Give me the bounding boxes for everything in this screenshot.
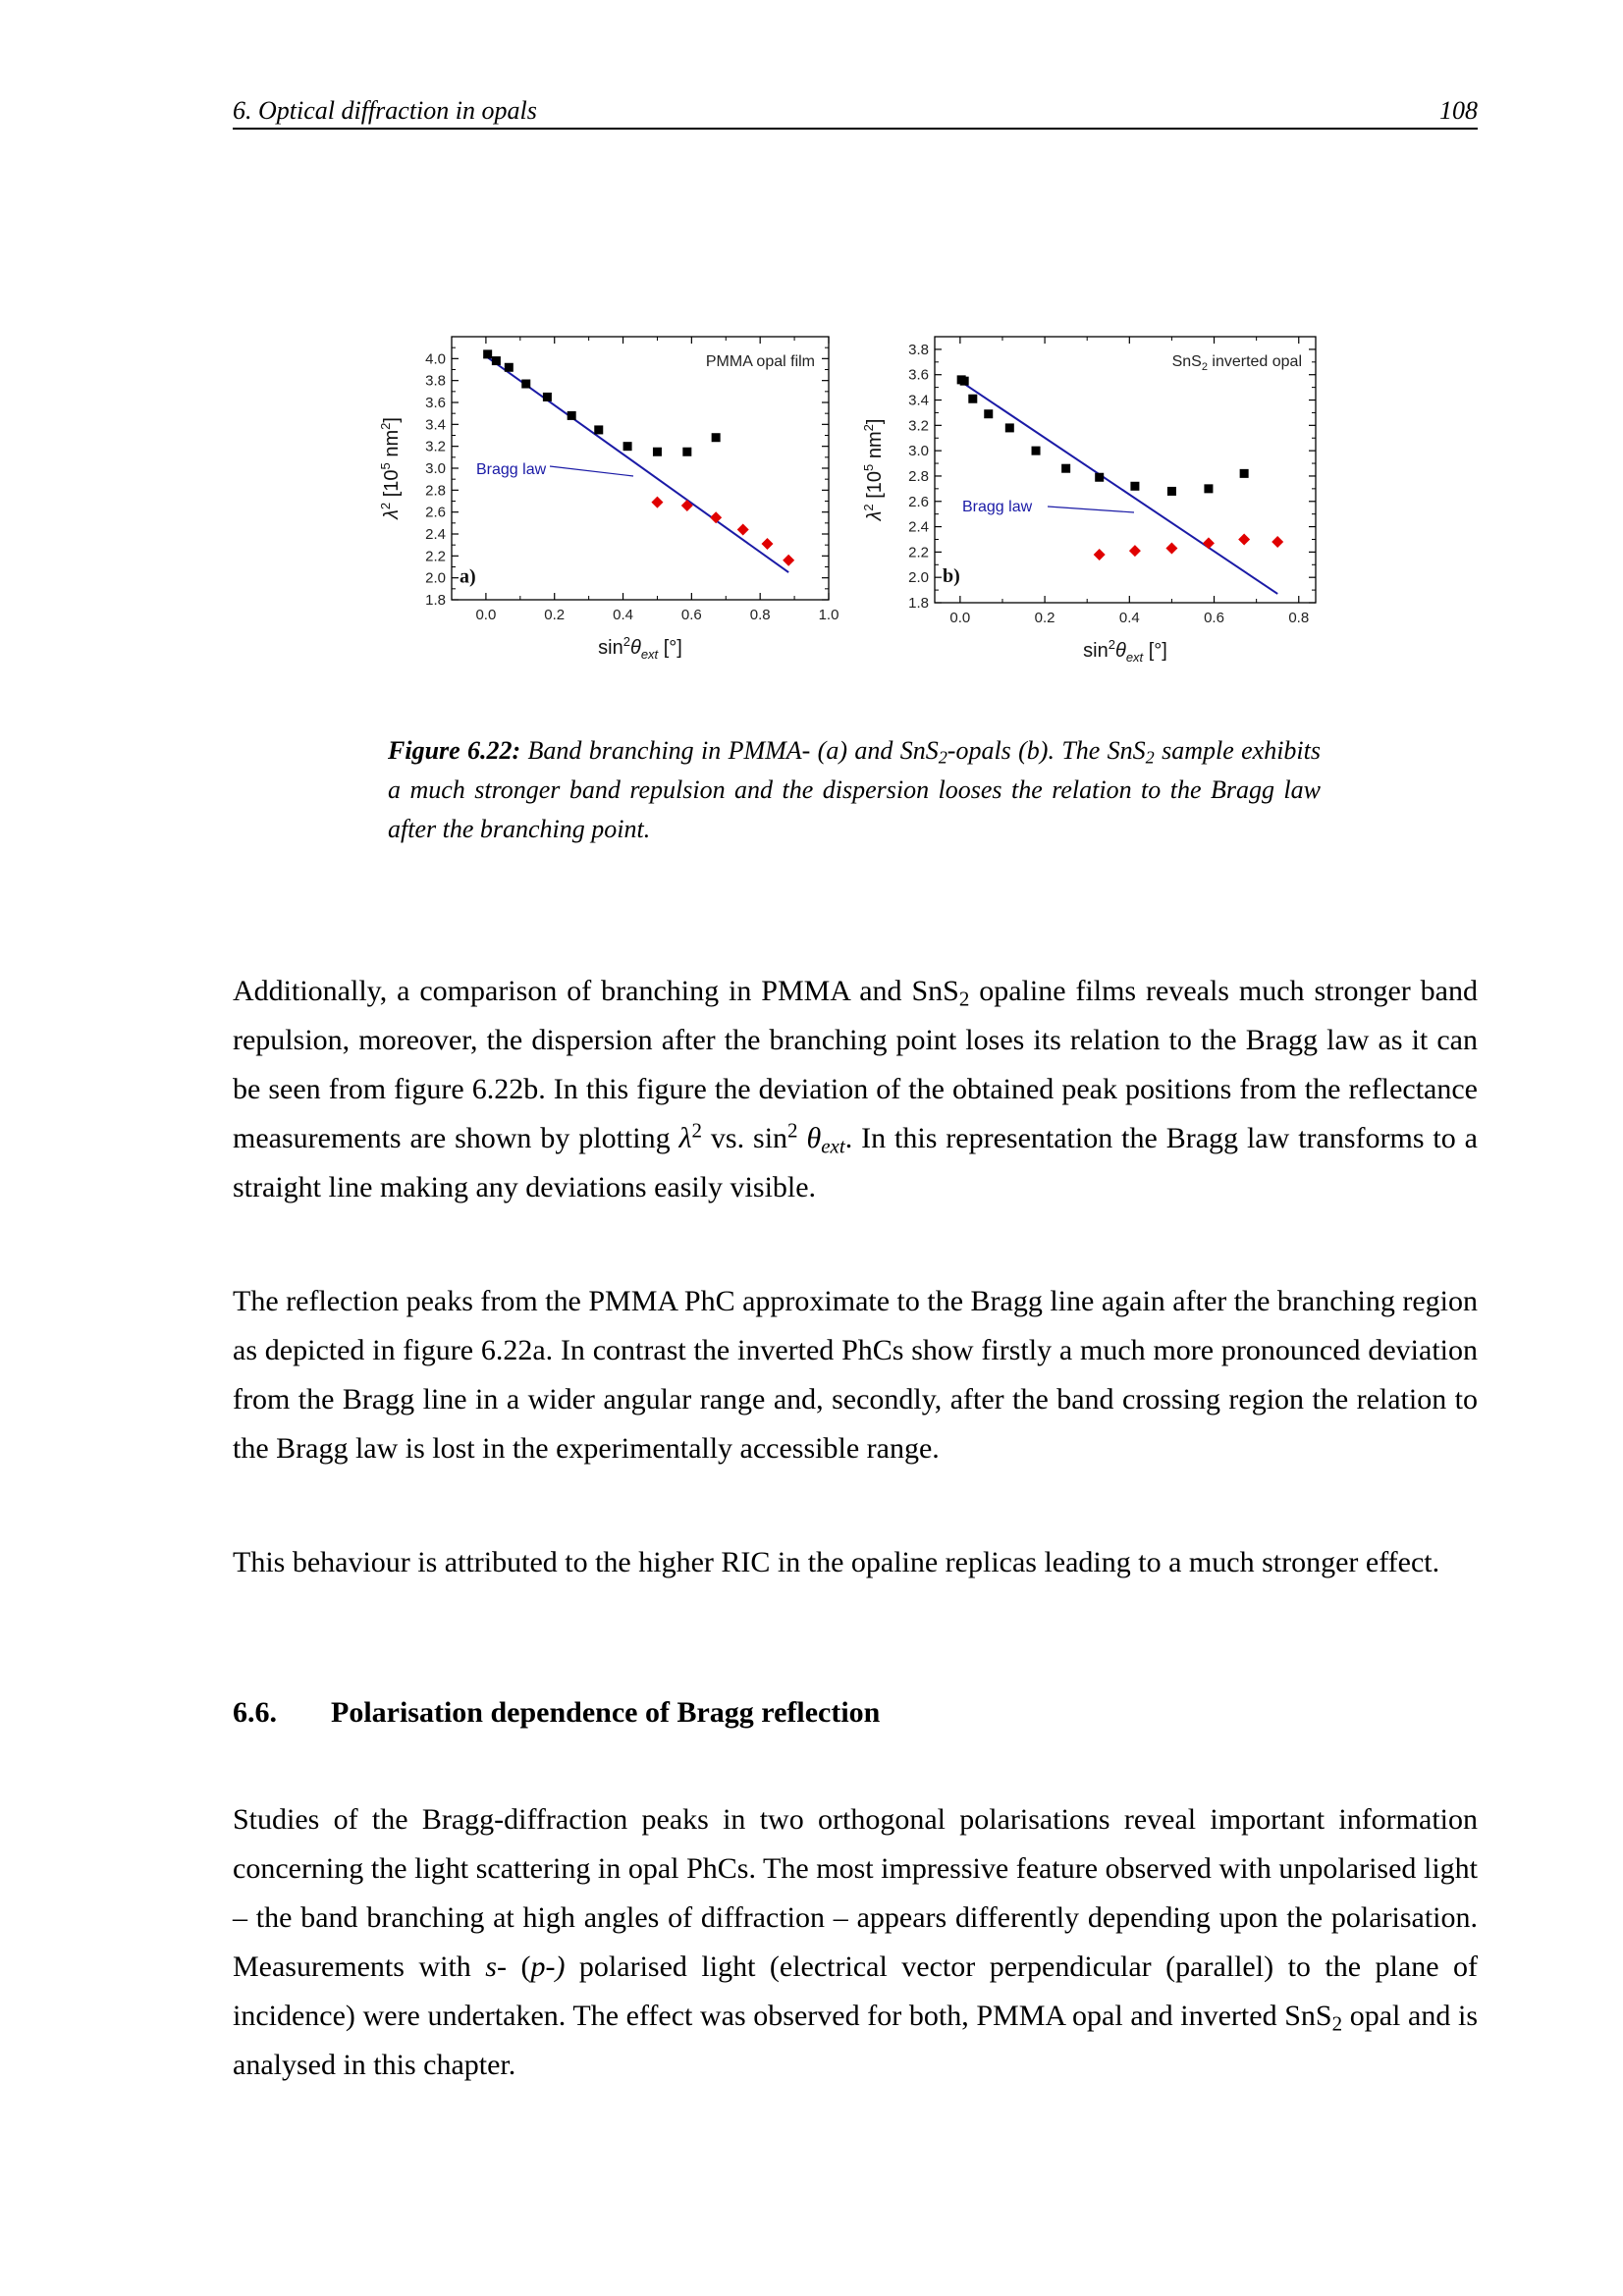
y-tick-label: 2.2	[425, 548, 446, 565]
square-marker	[521, 380, 530, 389]
y-tick-label: 4.0	[425, 350, 446, 368]
diamond-marker	[681, 500, 693, 511]
y-tick-label: 2.0	[425, 569, 446, 587]
square-marker	[984, 409, 993, 418]
x-tick-label: 0.2	[544, 607, 566, 623]
square-marker	[653, 448, 662, 456]
y-tick-label: 3.6	[425, 395, 446, 411]
y-tick-label: 2.6	[425, 504, 446, 521]
chapter-title: 6. Optical diffraction in opals	[233, 96, 537, 125]
diamond-marker	[1271, 536, 1283, 548]
section-heading	[233, 1696, 880, 1730]
y-tick-label: 3.4	[425, 416, 446, 434]
square-marker	[1032, 447, 1041, 455]
square-marker	[1095, 473, 1104, 482]
y-tick-label: 2.0	[908, 569, 929, 587]
x-tick-label: 1.0	[818, 607, 839, 623]
y-tick-label: 2.8	[425, 482, 446, 500]
y-tick-label: 2.8	[908, 467, 929, 485]
y-tick-label: 1.8	[425, 592, 446, 609]
square-marker	[505, 363, 514, 372]
y-tick-label: 3.2	[425, 438, 446, 455]
y-axis-label: $\lambda^2$ [$10^5$ $nm^2$]	[861, 418, 886, 521]
section-title: Polarisation dependence of Bragg reflection	[331, 1696, 881, 1729]
square-marker	[960, 377, 969, 386]
y-tick-label: 3.6	[908, 366, 929, 384]
diamond-marker	[1094, 549, 1106, 561]
plot-frame	[935, 337, 1316, 603]
square-marker	[1204, 484, 1213, 493]
y-tick-label: 3.4	[908, 392, 929, 409]
caption-label: Figure 6.22:	[388, 736, 521, 765]
diamond-marker	[651, 497, 663, 508]
square-marker	[1130, 482, 1139, 491]
paragraph-comparison: Additionally, a comparison of branching in PMMA and SnS$_2$ opaline films reveals much stronger band repulsion, moreover, the dispersion after the branching point loses its relation to the Bragg law as it can be seen from figure 6.22b. In this figure the deviation of the obtained peak positions from the reflectance measurements are shown by plotting $\lambda^2$ vs. $\sin^2 \theta_{ext}$. In this representation the Bragg law transforms to a straight line making any deviations easily visible.	[233, 975, 1478, 1203]
y-tick-label: 2.4	[908, 518, 929, 536]
paragraph-polarisation: Studies of the Bragg-diffraction peaks in two orthogonal polarisations reveal important information concerning the light scattering in opal PhCs. The most impressive feature observed with unpolarised light – the band branching at high angles of diffraction – appears differently depending upon the polarisation. Measurements with s- (p-) polarised light (electrical vector perpendicular (parallel) to the plane of incidence) were undertaken. The effect was observed for both, PMMA opal and inverted SnS$_2$ opal and is analysed in this chapter.	[233, 1803, 1479, 2081]
y-tick-label: 3.2	[908, 417, 929, 435]
square-marker	[492, 356, 501, 365]
x-axis-label: $\sin^2\theta_{ext}$ [°]	[1083, 637, 1167, 665]
diamond-marker	[762, 538, 774, 550]
y-tick-label: 1.8	[908, 595, 929, 612]
x-tick-label: 0.6	[680, 607, 702, 623]
y-tick-label: 3.8	[908, 341, 929, 358]
square-marker	[594, 425, 603, 434]
square-marker	[1167, 487, 1176, 496]
diamond-marker	[710, 511, 722, 523]
panel-label: b)	[943, 565, 960, 588]
figure-caption: Figure 6.22: Band branching in PMMA- (a) and SnS$_2$-opals (b). The SnS$_2$ sample exhibits a much stronger band repulsion and the dispersion looses the relation to the Bragg law after the branching point.	[388, 736, 1321, 843]
figure-6-22	[0, 0, 1623, 707]
square-marker	[1240, 469, 1249, 478]
panel-label: a)	[460, 565, 476, 588]
chart-b	[861, 337, 1316, 665]
bragg-law-line	[960, 381, 1277, 594]
x-tick-label: 0.4	[613, 607, 633, 623]
square-marker	[623, 442, 632, 451]
x-tick-label: 0.0	[949, 610, 971, 626]
x-tick-label: 0.2	[1034, 610, 1055, 626]
square-marker	[1061, 464, 1070, 473]
x-tick-label: 0.8	[1288, 610, 1310, 626]
section-number: 6.6.	[233, 1696, 277, 1729]
square-marker	[682, 448, 691, 456]
y-tick-label: 3.0	[908, 443, 929, 460]
square-marker	[712, 433, 721, 442]
square-marker	[543, 393, 552, 401]
y-axis-label: $\lambda^2$ [$10^5$ $nm^2$]	[378, 417, 403, 519]
x-tick-label: 0.4	[1118, 610, 1140, 626]
diamond-marker	[1165, 543, 1177, 555]
chart-a	[378, 337, 839, 662]
chart-title: PMMA opal film	[705, 353, 815, 370]
x-tick-label: 0.6	[1204, 610, 1224, 626]
square-marker	[968, 395, 977, 403]
y-tick-label: 3.8	[425, 372, 446, 390]
square-marker	[568, 411, 576, 420]
diamond-marker	[1203, 537, 1215, 549]
paragraph-behaviour: This behaviour is attributed to the higher RIC in the opaline replicas leading to a much stronger effect.	[233, 1546, 1440, 1578]
x-axis-label: $\sin^2\theta_{ext}$ [°]	[598, 634, 682, 662]
paragraph-reflection-peaks: The reflection peaks from the PMMA PhC approximate to the Bragg line again after the branching region as depicted in figure 6.22a. In contrast the inverted PhCs show firstly a much more pronounced deviation from the Bragg line in a wider angular range and, secondly, after the band crossing region the relation to the Bragg law is lost in the experimentally accessible range.	[233, 1285, 1478, 1465]
y-tick-label: 2.2	[908, 544, 929, 561]
diamond-marker	[1129, 545, 1141, 557]
page-number: 108	[1439, 96, 1478, 125]
y-tick-label: 3.0	[425, 460, 446, 477]
square-marker	[1005, 423, 1014, 432]
diamond-marker	[783, 555, 794, 566]
y-tick-label: 2.6	[908, 493, 929, 510]
x-tick-label: 0.8	[749, 607, 771, 623]
chart-title: SnS$_2$ inverted opal	[1171, 353, 1302, 373]
x-tick-label: 0.0	[475, 607, 497, 623]
bragg-law-label: Bragg law	[476, 461, 547, 478]
bragg-law-label: Bragg law	[962, 499, 1033, 515]
y-tick-label: 2.4	[425, 526, 446, 543]
diamond-marker	[737, 524, 749, 536]
diamond-marker	[1238, 533, 1250, 545]
square-marker	[483, 349, 492, 358]
